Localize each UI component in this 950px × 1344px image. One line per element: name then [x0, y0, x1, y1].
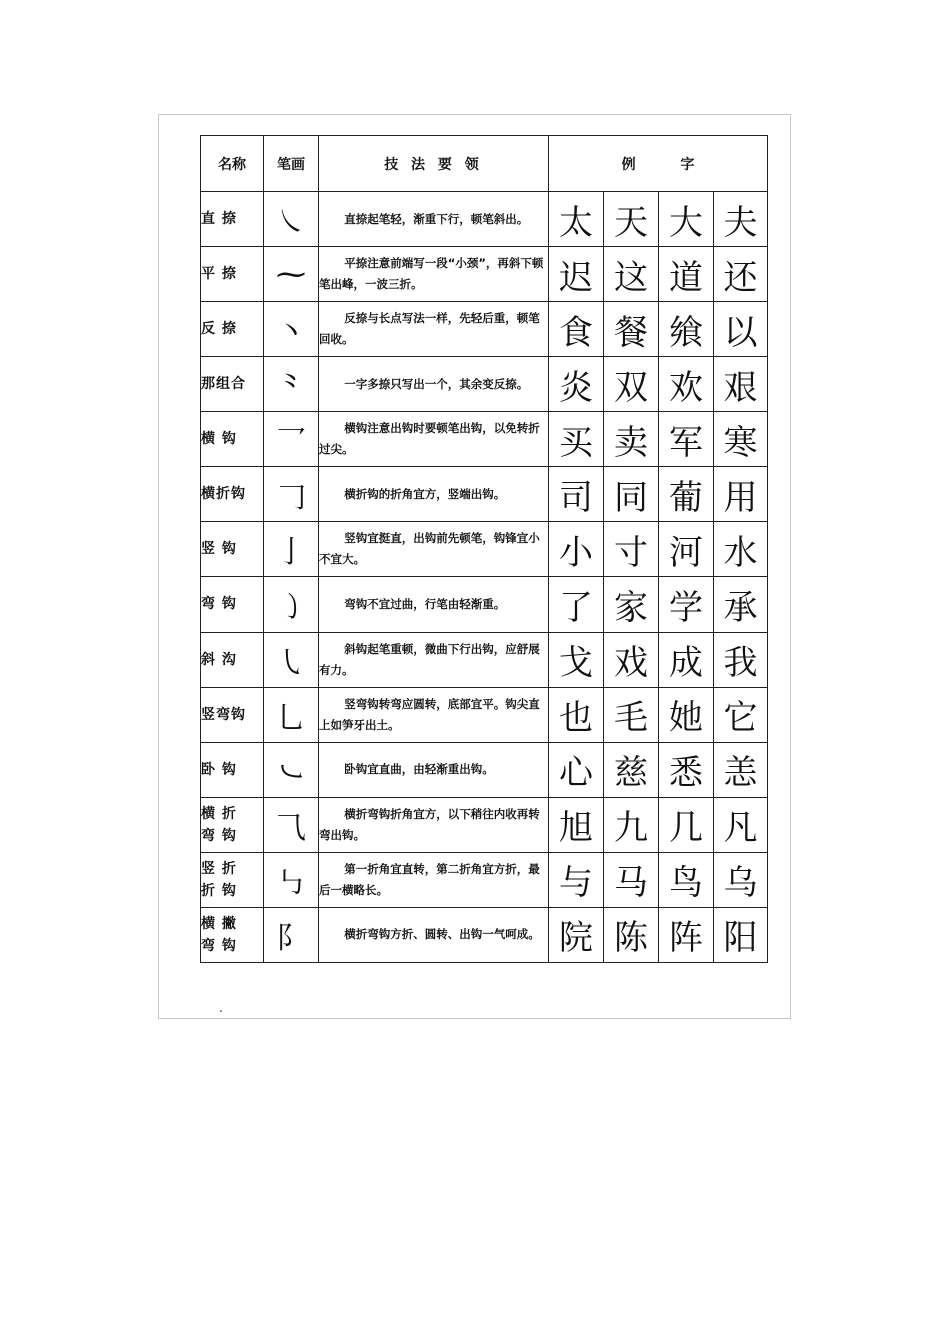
stroke-glyph: ㇂: [264, 632, 319, 687]
example-character: 马: [604, 852, 659, 907]
stroke-glyph: ㇁: [264, 577, 319, 632]
example-character: 与: [549, 852, 604, 907]
example-character: 河: [659, 522, 714, 577]
example-character: 戏: [604, 632, 659, 687]
example-character: 小: [549, 522, 604, 577]
example-character: 她: [659, 687, 714, 742]
example-character: 军: [659, 412, 714, 467]
example-character: 天: [604, 192, 659, 247]
example-character: 大: [659, 192, 714, 247]
example-character: 也: [549, 687, 604, 742]
example-character: 毛: [604, 687, 659, 742]
example-character: 院: [549, 907, 604, 962]
example-character: 凡: [714, 797, 768, 852]
example-character: 买: [549, 412, 604, 467]
stroke-glyph: 乚: [264, 687, 319, 742]
example-character: 飨: [659, 302, 714, 357]
table-row: [201, 632, 768, 687]
technique-text: 反捺与长点写法一样，先轻后重，顿笔回收。: [319, 302, 549, 357]
example-character: 水: [714, 522, 768, 577]
table-row: [201, 302, 768, 357]
example-character: 以: [714, 302, 768, 357]
example-character: 欢: [659, 357, 714, 412]
technique-text: 一字多捺只写出一个，其余变反捺。: [319, 357, 549, 412]
example-character: 乌: [714, 852, 768, 907]
stroke-name: 平 捺: [201, 247, 264, 302]
table-row: [201, 412, 768, 467]
stroke-glyph: ㇏: [264, 192, 319, 247]
example-character: 用: [714, 467, 768, 522]
header-stroke: 笔画: [264, 136, 319, 192]
example-character: 葡: [659, 467, 714, 522]
stroke-name: 斜 沟: [201, 632, 264, 687]
example-character: 我: [714, 632, 768, 687]
example-character: 司: [549, 467, 604, 522]
table-row: [201, 852, 768, 907]
example-character: 悉: [659, 742, 714, 797]
example-character: 餐: [604, 302, 659, 357]
technique-text: 平捺注意前端写一段“小颈”，再斜下顿笔出峰，一波三折。: [319, 247, 549, 302]
table-row: [201, 687, 768, 742]
stroke-glyph: 乛: [264, 412, 319, 467]
example-character: 太: [549, 192, 604, 247]
example-character: 道: [659, 247, 714, 302]
scan-speck: [220, 1010, 222, 1012]
table-row: [201, 467, 768, 522]
stroke-name: 横 撇 弯 钩: [201, 907, 264, 962]
table-row: [201, 192, 768, 247]
table-row: [201, 742, 768, 797]
stroke-name: 直 捺: [201, 192, 264, 247]
example-character: 心: [549, 742, 604, 797]
stroke-glyph: 丶: [264, 302, 319, 357]
technique-text: 横折钩的折角宜方，竖端出钩。: [319, 467, 549, 522]
technique-text: 竖弯钩转弯应圆转，底部宜平。钩尖直上如笋牙出土。: [319, 687, 549, 742]
stroke-name: 竖 折 折 钩: [201, 852, 264, 907]
example-character: 夫: [714, 192, 768, 247]
example-character: 戈: [549, 632, 604, 687]
table-row: [201, 907, 768, 962]
example-character: 食: [549, 302, 604, 357]
example-character: 鸟: [659, 852, 714, 907]
example-character: 炎: [549, 357, 604, 412]
technique-text: 横钩注意出钩时要顿笔出钩，以免转折过尖。: [319, 412, 549, 467]
stroke-name: 反 捺: [201, 302, 264, 357]
example-character: 艰: [714, 357, 768, 412]
stroke-name: 横折钩: [201, 467, 264, 522]
example-character: 双: [604, 357, 659, 412]
technique-text: 卧钩宜直曲，由轻渐重出钩。: [319, 742, 549, 797]
stroke-name: 竖 钩: [201, 522, 264, 577]
technique-text: 横折弯钩折角宜方，以下稍往内收再转弯出钩。: [319, 797, 549, 852]
stroke-glyph: 𠃌: [264, 467, 319, 522]
example-character: 同: [604, 467, 659, 522]
example-character: 寸: [604, 522, 659, 577]
stroke-name: 横 折 弯 钩: [201, 797, 264, 852]
stroke-name: 弯 钩: [201, 577, 264, 632]
stroke-name: 竖弯钩: [201, 687, 264, 742]
example-character: 几: [659, 797, 714, 852]
header-examples: 例 字: [549, 136, 768, 192]
technique-text: 直捺起笔轻，渐重下行，顿笔斜出。: [319, 192, 549, 247]
example-character: 恙: [714, 742, 768, 797]
table-row: [201, 247, 768, 302]
stroke-name: 那组合: [201, 357, 264, 412]
stroke-glyph: ㇃: [264, 742, 319, 797]
example-character: 阵: [659, 907, 714, 962]
table-header-row: [201, 136, 768, 192]
example-character: 这: [604, 247, 659, 302]
stroke-name: 卧 钩: [201, 742, 264, 797]
table-row: [201, 522, 768, 577]
document-frame: [158, 114, 791, 1019]
example-character: 学: [659, 577, 714, 632]
stroke-glyph: ⁓: [264, 247, 319, 302]
example-character: 成: [659, 632, 714, 687]
table-body: [201, 192, 768, 963]
header-name: 名称: [201, 136, 264, 192]
technique-text: 第一折角宜直转，第二折角宜方折，最后一横略长。: [319, 852, 549, 907]
example-character: 还: [714, 247, 768, 302]
example-character: 阳: [714, 907, 768, 962]
stroke-glyph: 亅: [264, 522, 319, 577]
example-character: 了: [549, 577, 604, 632]
table-row: [201, 577, 768, 632]
example-character: 寒: [714, 412, 768, 467]
example-character: 家: [604, 577, 659, 632]
table-row: [201, 797, 768, 852]
stroke-glyph: ⺀: [264, 357, 319, 412]
technique-text: 弯钩不宜过曲，行笔由轻渐重。: [319, 577, 549, 632]
example-character: 它: [714, 687, 768, 742]
table-row: [201, 357, 768, 412]
example-character: 九: [604, 797, 659, 852]
example-character: 旭: [549, 797, 604, 852]
example-character: 卖: [604, 412, 659, 467]
example-character: 陈: [604, 907, 659, 962]
stroke-glyph: ⺄: [264, 797, 319, 852]
technique-text: 竖钩宜挺直，出钩前先顿笔，钩锋宜小不宜大。: [319, 522, 549, 577]
example-character: 迟: [549, 247, 604, 302]
stroke-glyph: ⻖: [264, 907, 319, 962]
example-character: 承: [714, 577, 768, 632]
example-character: 慈: [604, 742, 659, 797]
technique-text: 横折弯钩方折、圆转、出钩一气呵成。: [319, 907, 549, 962]
stroke-table: [200, 135, 768, 963]
stroke-name: 横 钩: [201, 412, 264, 467]
stroke-glyph: ㇉: [264, 852, 319, 907]
technique-text: 斜钩起笔重顿，微曲下行出钩，应舒展有力。: [319, 632, 549, 687]
header-technique: 技 法 要 领: [319, 136, 549, 192]
